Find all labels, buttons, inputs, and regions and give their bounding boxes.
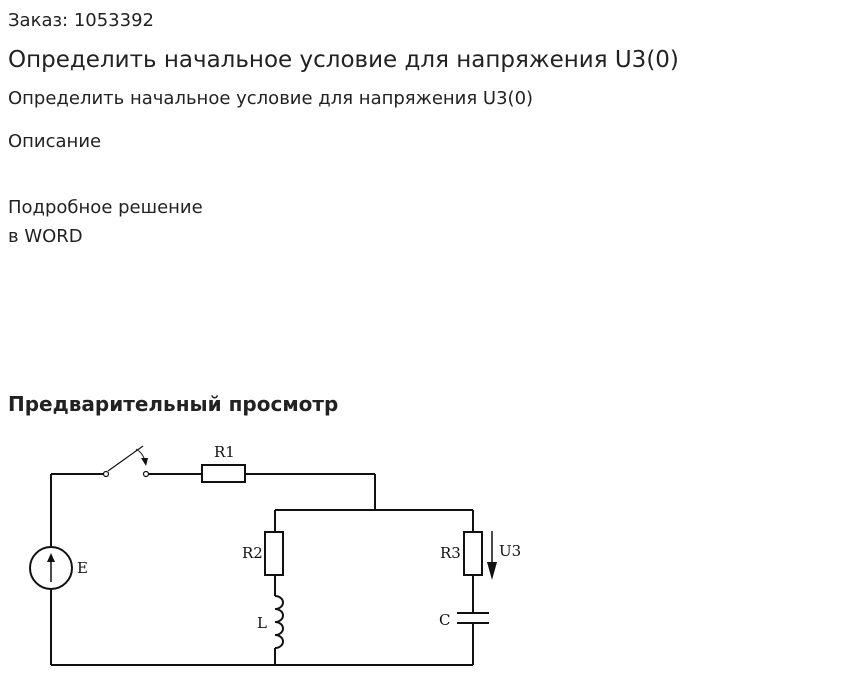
label-l: L — [257, 614, 267, 632]
description-line: в WORD — [8, 226, 83, 247]
resistor-r1 — [202, 465, 245, 482]
switch-contact — [104, 472, 109, 477]
u3-arrowhead — [487, 562, 497, 580]
page-title: Определить начальное условие для напряжения U3(0) — [8, 47, 679, 73]
preview-heading: Предварительный просмотр — [8, 392, 339, 416]
label-r3: R3 — [440, 544, 461, 562]
label-u3: U3 — [499, 542, 522, 560]
order-number: Заказ: 1053392 — [8, 10, 154, 31]
label-c: C — [439, 611, 451, 629]
label-r1: R1 — [214, 443, 235, 461]
resistor-r2 — [265, 532, 283, 575]
switch-arrowhead — [141, 458, 148, 466]
inductor-l — [275, 596, 283, 648]
switch-contact — [144, 472, 149, 477]
description-heading: Описание — [8, 131, 102, 152]
description-text — [8, 193, 203, 251]
source-arrowhead — [47, 553, 55, 562]
page-subtitle: Определить начальное условие для напряжения U3(0) — [8, 88, 534, 109]
label-r2: R2 — [242, 544, 263, 562]
description-line: Подробное решение — [8, 197, 203, 218]
label-e: E — [77, 559, 88, 577]
resistor-r3 — [464, 532, 482, 575]
circuit-diagram — [0, 432, 560, 682]
